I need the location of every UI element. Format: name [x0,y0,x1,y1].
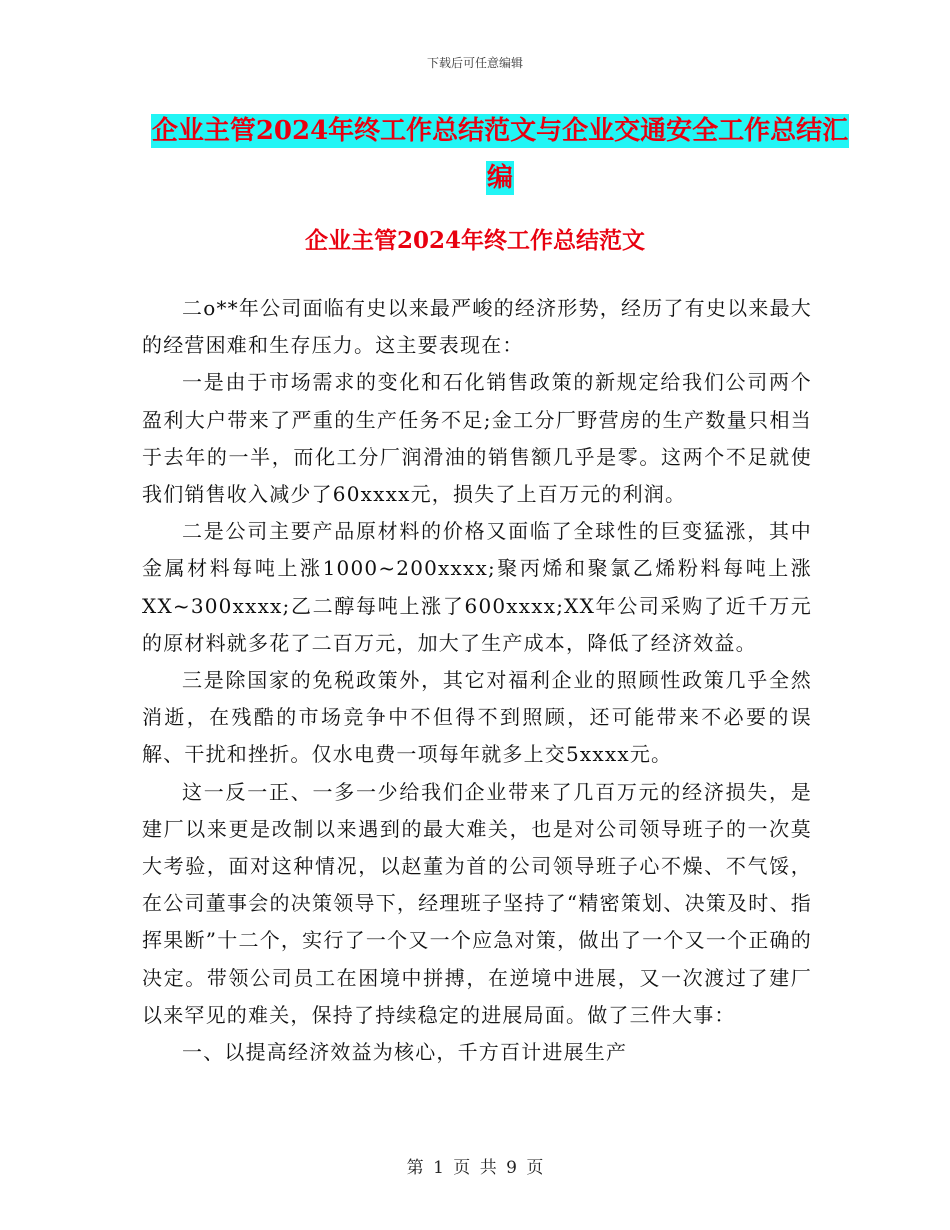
header-note: 下载后可任意编辑 [426,56,523,70]
paragraph: 一、以提高经济效益为核心，千方百计进展生产 [182,1040,628,1065]
section-title: 企业主管2024年终工作总结范文 [304,227,645,254]
paragraph: 二是公司主要产品原材料的价格又面临了全球性的巨变猛涨，其中金属材料每吨上涨1000~200xxxx;聚丙烯和聚氯乙烯粉料每吨上涨XX~300xxxx;乙二醇每吨上涨了600xxxx;XX年公司采购了近千万元的原材料就多花了二百万元，加大了生产成本，降低了经济效益。 [142,519,812,655]
body-text [142,290,812,1071]
paragraph: 这一反一正、一多一少给我们企业带来了几百万元的经济损失，是建厂以来更是改制以来遇到的最大难关，也是对公司领导班子的一次莫大考验，面对这种情况，以赵董为首的公司领导班子心不燥、不气馁，在公司董事会的决策领导下，经理班子坚持了“精密策划、决策及时、指挥果断”十二个，实行了一个又一个应急对策，做出了一个又一个正确的决定。带领公司员工在困境中拼搏，在逆境中进展，又一次渡过了建厂以来罕见的难关，保持了持续稳定的进展局面。做了三件大事： [142,779,812,1027]
document-title [140,108,860,202]
paragraph: 二o**年公司面临有史以来最严峻的经济形势，经历了有史以来最大的经营困难和生存压力。这主要表现在： [142,296,812,358]
paragraph: 三是除国家的免税政策外，其它对福利企业的照顾性政策几乎全然消逝，在残酷的市场竞争中不但得不到照顾，还可能带来不必要的误解、干扰和挫折。仅水电费一项每年就多上交5xxxx元。 [142,668,812,767]
document-title-text: 企业主管2024年终工作总结范文与企业交通安全工作总结汇编 [151,116,849,193]
paragraph: 一是由于市场需求的变化和石化销售政策的新规定给我们公司两个盈利大户带来了严重的生产任务不足;金工分厂野营房的生产数量只相当于去年的一半，而化工分厂润滑油的销售额几乎是零。这两个不足就使我们销售收入减少了60xxxx元，损失了上百万元的利润。 [142,370,812,507]
page-number-footer: 第 1 页 共 9 页 [406,1158,544,1178]
